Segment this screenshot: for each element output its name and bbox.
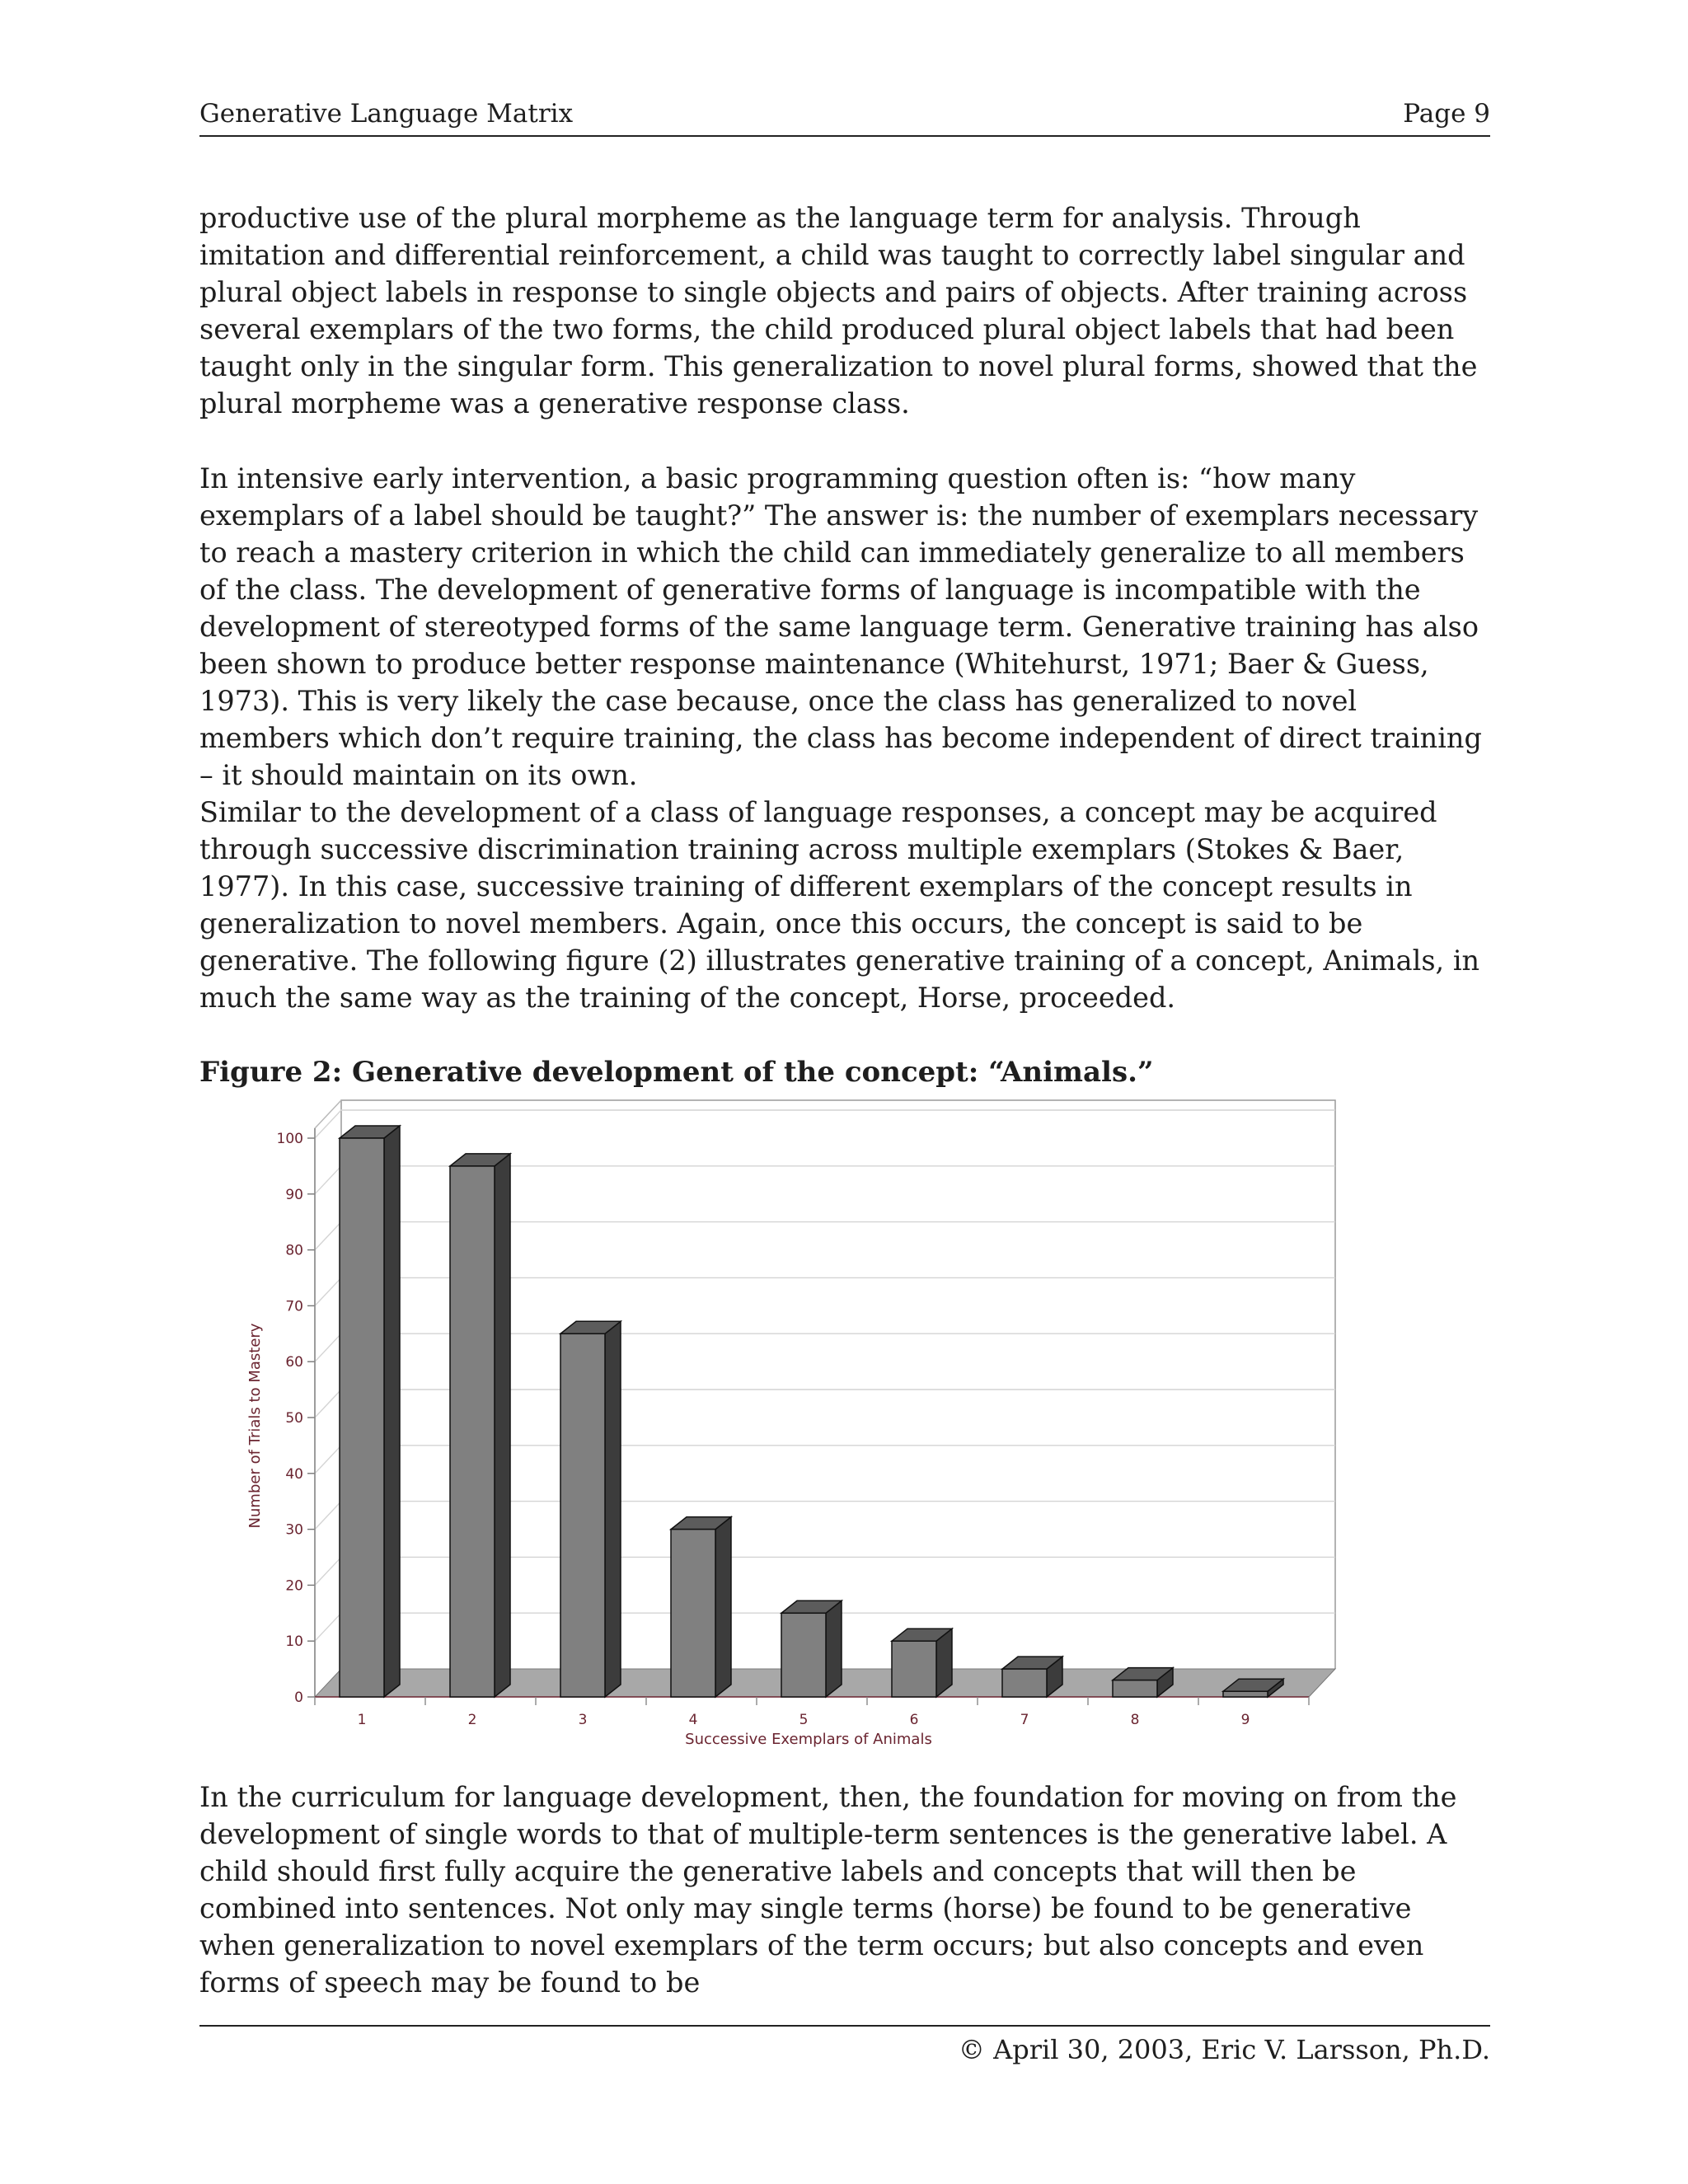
x-tick-label: 7: [1020, 1712, 1029, 1728]
bar-side: [384, 1126, 400, 1697]
x-axis-label: Successive Exemplars of Animals: [685, 1731, 932, 1748]
bar: [892, 1629, 952, 1697]
bar: [340, 1126, 400, 1697]
bar: [560, 1321, 621, 1697]
paragraph-2: In intensive early intervention, a basic programming question often is: “how many exemplars of a label should be taught?” The answer is: the number of exemplars necessary to reach a mastery criterion in which the child can immediately generalize to all members of the class. The development of generative forms of language is incompatible with the development of stereotyped forms of the same language term. Generative training has also been shown to produce better response maintenance (Whitehurst, 1971; Baer & Guess, 1973). This is very likely the case because, once the class has generalized to novel members which don’t require training, the class has become independent of direct training – it should maintain on its own.: [199, 462, 1482, 791]
copyright-notice: © April 30, 2003, Eric V. Larsson, Ph.D.: [958, 2034, 1490, 2065]
header-title: Generative Language Matrix: [199, 99, 574, 129]
x-tick-label: 2: [467, 1712, 477, 1728]
bar: [450, 1154, 510, 1697]
bar: [671, 1517, 731, 1697]
figure-caption: Figure 2: Generative development of the concept: “Animals.”: [199, 1056, 1154, 1089]
bar-front: [1113, 1680, 1157, 1697]
bar-front: [1223, 1691, 1268, 1697]
y-tick-label: 10: [285, 1633, 303, 1651]
y-tick-label: 0: [294, 1690, 303, 1706]
y-tick-label: 80: [285, 1242, 303, 1259]
x-tick-label: 1: [357, 1712, 367, 1728]
bar-front: [450, 1166, 495, 1697]
y-tick-label: 90: [285, 1186, 303, 1203]
y-tick-label: 100: [276, 1131, 303, 1147]
bar: [1002, 1657, 1062, 1697]
paragraph-4: In the curriculum for language development, then, the foundation for moving on from the development of single words to that of multiple-term sentences is the generative label. A child should first fully acquire the generative labels and concepts that will then be combined into sentences. Not only may single terms (horse) be found to be generative when generalization to novel exemplars of the term occurs; but also concepts and even forms of speech may be found to be: [199, 1781, 1457, 1999]
bar-side: [715, 1517, 731, 1697]
bar-front: [781, 1613, 826, 1697]
x-tick-label: 3: [578, 1712, 588, 1728]
x-tick-label: 5: [799, 1712, 809, 1728]
paragraph-1: productive use of the plural morpheme as the language term for analysis. Through imitation and differential reinforcement, a child was taught to correctly label singular and plural object labels in response to single objects and pairs of objects. After training across several exemplars of the two forms, the child produced plural object labels that had been taught only in the singular form. This generalization to novel plural forms, showed that the plural morpheme was a generative response class.: [199, 202, 1478, 419]
bar-side: [495, 1154, 510, 1697]
y-tick-label: 30: [285, 1521, 303, 1539]
x-tick-label: 9: [1240, 1712, 1250, 1728]
y-tick-label: 60: [285, 1354, 303, 1371]
y-tick-label: 70: [285, 1298, 303, 1315]
page-number: Page 9: [1403, 99, 1490, 129]
bar-front: [1002, 1669, 1047, 1697]
bar-side: [826, 1601, 842, 1697]
x-tick-label: 8: [1130, 1712, 1140, 1728]
gridline: [315, 1110, 1335, 1138]
bar-front: [340, 1138, 384, 1697]
x-tick-label: 6: [909, 1712, 919, 1728]
y-tick-label: 50: [285, 1410, 303, 1427]
bar-front: [892, 1641, 936, 1697]
bar-front: [671, 1530, 715, 1697]
x-tick-label: 4: [688, 1712, 698, 1728]
page-footer: [199, 2025, 1490, 2065]
bar-side: [605, 1321, 621, 1697]
y-tick-label: 20: [285, 1577, 303, 1595]
y-axis-label: Number of Trials to Mastery: [246, 1323, 264, 1529]
paragraph-3: Similar to the development of a class of language responses, a concept may be acquired through successive discrimination training across multiple exemplars (Stokes & Baer, 1977). In this case, successive training of different exemplars of the concept results in generalization to novel members. Again, once this occurs, the concept is said to be generative. The following figure (2) illustrates generative training of a concept, Animals, in much the same way as the training of the concept, Horse, proceeded.: [199, 796, 1480, 1014]
bar: [781, 1601, 842, 1697]
y-tick-label: 40: [285, 1465, 303, 1483]
bar-front: [560, 1333, 605, 1697]
